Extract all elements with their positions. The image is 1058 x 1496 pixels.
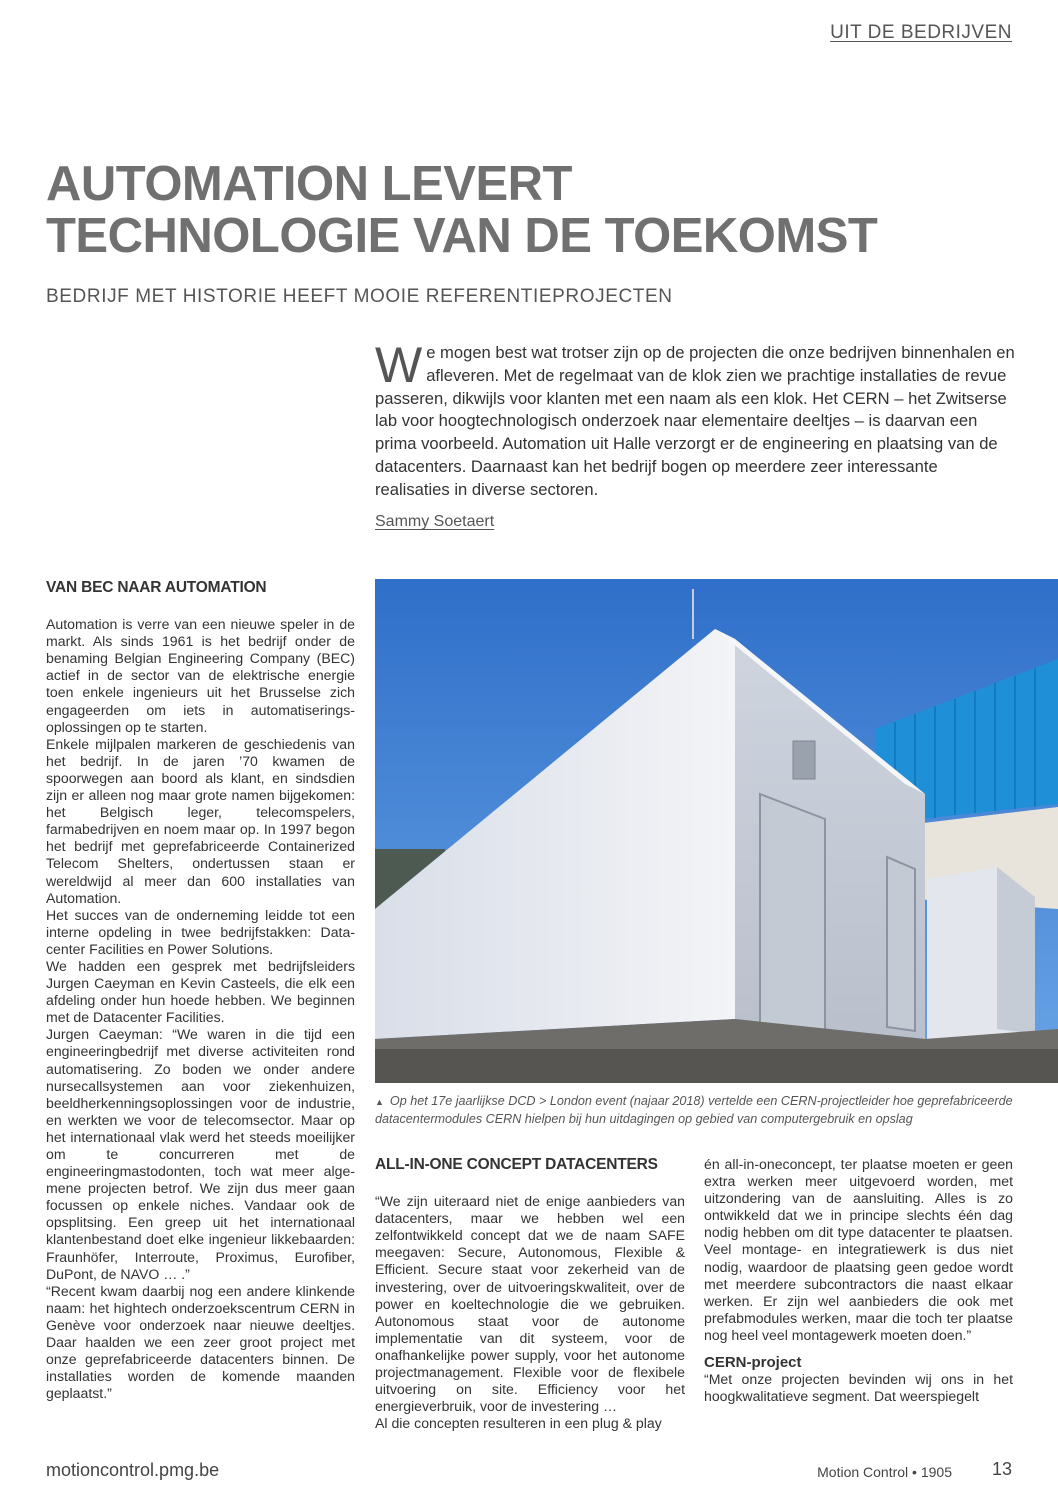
article-subtitle: BEDRIJF MET HISTORIE HEEFT MOOIE REFERENTIEPROJECTEN (46, 286, 673, 307)
footer-magazine-issue: Motion Control • 1905 (817, 1464, 952, 1480)
section-heading-bec: VAN BEC NAAR AUTOMATION (46, 579, 267, 596)
triangle-up-icon: ▲ (375, 1097, 384, 1107)
body-paragraph: We hadden een gesprek met bedrijfsleiders Jurgen Caeyman en Kevin Casteels, die elk een afdeling onder hun hoede hebben. We beginnen met de Datacenter Facilities. (46, 957, 355, 1026)
section-heading-all-in-one: ALL-IN-ONE CONCEPT DATACENTERS (375, 1156, 658, 1173)
drop-cap: W (375, 337, 423, 393)
footer-website-link[interactable]: motioncontrol.pmg.be (46, 1460, 220, 1480)
datacenter-photo (375, 579, 1058, 1083)
title-line-1: AUTOMATION LEVERT (46, 157, 572, 211)
column-3 (704, 1156, 1013, 1405)
intro-paragraph (375, 337, 1015, 502)
body-paragraph: Al die concepten resulteren in een plug & play (375, 1415, 662, 1432)
body-paragraph: “Met onze projecten bevinden wij ons in het hoogkwalitatieve segment. Dat weerspiegelt (704, 1371, 1013, 1405)
caption-text: Op het 17e jaarlijkse DCD > London event (najaar 2018) vertelde een CERN-projectleider hoe geprefabriceerde datacentermodules CERN hielpen bij hun uitdagingen op gebied van computergebruik en opslag (375, 1094, 1013, 1126)
datacenter-containers-illustration (375, 579, 1058, 1083)
body-paragraph: “We zijn uiteraard niet de enige aanbieders van datacenters, maar we hebben wel een zelfontwikkeld concept dat we de naam SAFE meegaven: Secure, Autonomous, Flexible & Efficient. Secure staat voor zekerheid van de investering, over de uitvoeringskwaliteit, over de power en koeltechnologie die we gebruiken. Autonomous staat voor de autonome implementatie van dit systeem, voor de onafhankelijke power supply, voor het autonome projectmanagement. Flexible voor de flexibele uitvoering on site. Efficiency voor het energieverbruik, voor de investering … (375, 1193, 685, 1415)
page-number: 13 (991, 1459, 1012, 1479)
body-paragraph: Enkele mijlpalen markeren de geschiedenis van het bedrijf. In de jaren ’70 kwamen de spoorwegen aan boord als klant, en sindsdien zijn er alleen nog maar grote namen bijgekomen: het Belgisch leger, telecomspelers, farmabedrijven en noem maar op. In 1997 begon het bedrijf met geprefabriceerde Containerized Telecom Shelters, ondertussen staan er wereldwijd al meer dan 600 installaties van Automation. (46, 735, 355, 906)
body-paragraph: Jurgen Caeyman: “We waren in die tijd een engineeringbedrijf met diverse activiteiten rond automatisering. Zo boden we onder andere nursecallsystemen aan voor ziekenhuizen, beeldherkenningsoplossingen voor de industrie, en werkten we voor de telecomsector. Maar op het internationaal vlak werd het steeds moeilijker om te concurreren met de engineeringmastodonten, toch wat meer algemene projecten betrof. We zijn dus meer gaan focussen op enkele niches. Vandaar ook de opsplitsing. Een greep uit het internationaal klantenbestand doet elke ingenieur likkebaarden: Fraunhöfer, Interroute, Proximus, Eurofiber, DuPont, de NAVO … .” (46, 1026, 355, 1282)
column-2 (375, 1156, 685, 1432)
section-tag: UIT DE BEDRIJVEN (830, 22, 1012, 43)
title-line-2: TECHNOLOGIE VAN DE TOEKOMST (46, 209, 878, 263)
body-paragraph: Automation is verre van een nieuwe speler in de markt. Als sinds 1961 is het bedrijf onder de benaming Belgian Engineering Company (BEC) actief in de sector van de elektrische energie toen enkele ingenieurs uit het Brusselse zich engageerden om iets in automatiseringsoplossingen op te starten. (46, 616, 355, 735)
article-title (46, 158, 1006, 262)
intro-text: e mogen best wat trotser zijn op de projecten die onze bedrijven binnenhalen en afleveren. Met de regelmaat van de klok zien we prachtige installaties de revue passeren, dikwijls voor klanten met een naam als een klok. Het CERN – het Zwitserse lab voor hoogtechnologisch onderzoek naar elementaire deeltjes – is daarvan een prima voorbeeld. Automation uit Halle verzorgt er de engineering en plaatsing van de datacenters. Daarnaast kan het bedrijf bogen op meerdere zeer interessante realisaties in diverse sectoren. (375, 343, 1015, 499)
body-paragraph: én all-in-oneconcept, ter plaatse moeten er geen extra werken meer uitgevoerd worden, met uitzondering van de aansluiting. Alles is zo ontwikkeld dat we in principe slechts één dag nodig hebben om dit type datacenter te plaatsen. Veel montage- en integratiewerk is dus niet nodig, waardoor de plaatsing geen gedoe wordt met meerdere subcontractors die naast elkaar werken. Er zijn wel aanbieders die ook met prefabmodules werken, maar die toch ter plaatse nog heel veel montagewerk moeten doen.” (704, 1156, 1013, 1343)
subheading-cern-project: CERN-project (704, 1354, 802, 1372)
body-paragraph: Het succes van de onderneming leidde tot een interne opdeling in twee bedrijfstakken: Datacenter Facilities en Power Solutions. (46, 906, 355, 957)
body-paragraph: “Recent kwam daarbij nog een andere klinkende naam: het hightech onderzoekscentrum CERN in Genève voor onderzoek naar nieuwe deeltjes. Daar haalden we een zeer groot project met onze geprefabriceerde datacenters binnen. De installaties worden de komende maanden geplaatst.” (46, 1282, 355, 1402)
column-1 (46, 579, 355, 1402)
author-byline[interactable]: Sammy Soetaert (375, 513, 495, 530)
photo-caption (375, 1093, 1020, 1128)
